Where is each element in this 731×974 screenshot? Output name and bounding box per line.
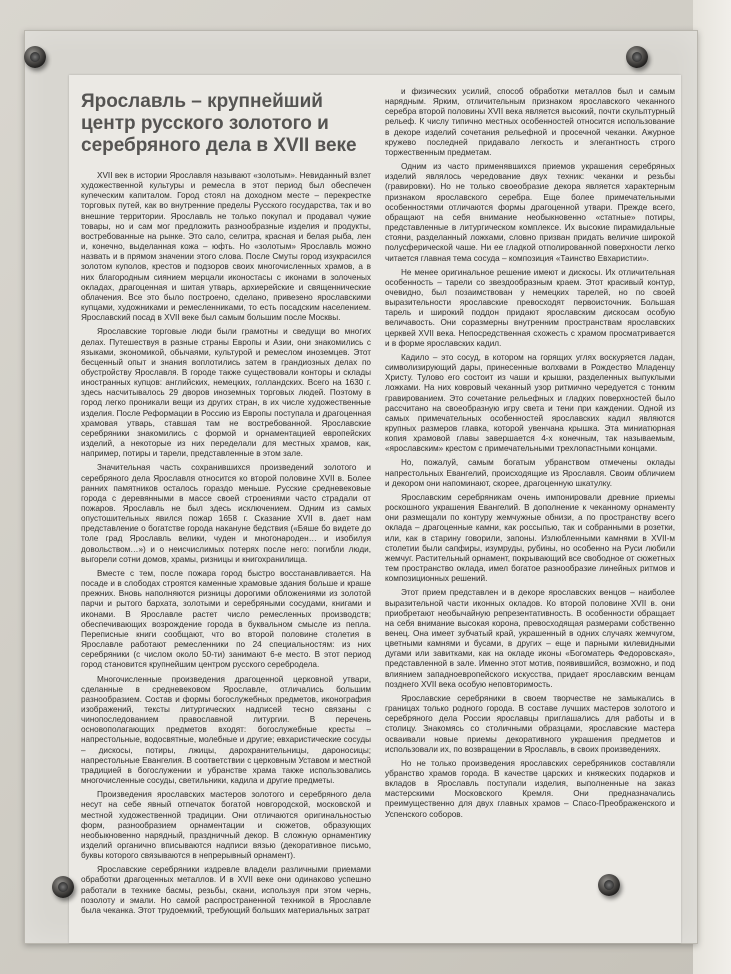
right-column [385,87,675,937]
right-paragraphs [385,87,675,820]
text-sheet [69,75,681,943]
paragraph: Кадило – это сосуд, в котором на горящих углях воскуряется ладан, символизирующий дары, принесенные волхвами в Рождество Младенцу Христу. Тулово его состоит из чаши и крышки, разделенных выпуклыми ложками. На них ковровый чеканный узор ритмично чередуется с тонким гравированием. Это сочетание рельефных и гладких поверхностей было рассчитано на своеобразную игру света и тени при каждении. Одной из самых примечательных особенностей ярославских кадил являются крупных размеров главка, которой увенчана крышка. Эта миниатюрная копия храмовой главы завершается 4-х конечным, так называемым, «ярославским» крестом с примечательными трехлопастными концами. [385,352,675,454]
screw-bottom-right [598,874,620,896]
paragraph: Ярославские торговые люди были грамотны и сведущи во многих делах. Путешествуя в разные страны Европы и Азии, они знакомились с языками, экономикой, обычаями, культурой и ремеслом иноземцев. Этот бесценный опыт и знания воплотились затем в грандиозных делах по обустройству Ярославля. В городе также существовали конторы и склады иностранных купцов: английских, немецких, голландских. Всего на 1630 г. здесь насчитывалось 29 дворов иноземных торговых людей. Поэтому в город легко проникали вещи из других стран, в их числе художественные изделия. После Реформации в Россию из Европы поступала и драгоценная храмовая утварь, ставшая там не востребованной. Ярославские серебряники знакомились с формой и орнаментацией европейских изделий, а некоторые из них переделали для местных храмов, как, например, потиры и тарели, представленные в этом зале. [81,327,371,459]
paragraph: Многочисленные произведения драгоценной церковной утвари, сделанные в средневековом Ярославле, отличались большим разнообразием. Состав и формы богослужебных предметов, иконография изображений, тексты литургических надписей тесно связаны с чинопоследованием православной литургии. В перечень основополагающих предметов входят: богослужебные кресты – напрестольные, водосвятные, молебные и другие; евхаристические сосуды – дискосы, потиры, лжицы, дарохранительницы, дароносицы; напрестольные Евангелия. В соответствии с церковным Уставом и местной традицией в богослужении и убранстве храма также использовались многочисленные сосуды, светильники, кадила и другие предметы. [81,674,371,786]
left-column [81,87,371,937]
screw-top-left [24,46,46,68]
paragraph: Значительная часть сохранившихся произведений золотого и серебряного дела Ярославля относится ко второй половине XVII в. Более ранних памятников осталось гораздо меньше. Русские средневековые города с деревянными в массе своей строениями часто страдали от пожаров. Ярославль не был здесь исключением. Одним из самых опустошительных явился пожар 1658 г. Сказание XVII в. дает нам представление о богатстве города накануне бедствия («Бяше бо видете до толе град Ярославль велики, чуден и многонароден… и изобилуя довольством…») и о неисчислимых потерях после него: погибли люди, выгорели сотни домов, храмы, ризницы и книгохранилища. [81,463,371,564]
paragraph: Ярославские серебряники в своем творчестве не замыкались в границах только родного города. В составе лучших мастеров золотого и серебряного дела России ярославцы приглашались для работы и в столицу. Знакомясь со столичными образцами, ярославские мастера осваивали новые приемы декоративного украшения предметов и использовали их, по возвращении в Ярославль, в своих произведениях. [385,693,675,754]
wall-edge [693,0,731,974]
display-panel [24,30,698,944]
paragraph: Ярославские серебряники издревле владели различными приемами обработки драгоценных металлов. И в XVII веке они одинаково успешно работали в технике басмы, резьбы, скани, используя при этом чернь, позолоту и эмали. Но самой распространенной техникой в Ярославле была чеканка. Этот трудоемкий, требующий больших материальных затрат [81,865,371,915]
paragraph: Вместе с тем, после пожара город быстро восстанавливается. На посаде и в слободах строятся каменные храмовые здания больше и краше прежних. Вновь наполняются ризницы дорогими обложениями из золотой парчи и рытого бархата, золотыми и серебряными сосудами, книгами и иконами. В Ярославле растет число ремесленных производств; обеспечивающих возрождение города в буквальном смысле из пепла. Переписные книги сообщают, что во второй половине столетия в Ярославле работают ремесленники по 24 специальностям: из них серебряники (с числом около 50-ти) занимают 6-е место. В этот период город становится крупнейшим центром русского серебродела. [81,568,371,670]
paragraph: XVII век в истории Ярославля называют «золотым». Невиданный взлет художественной культуры и ремесла в этот период был обеспечен купеческим капиталом. Город стоял на доходном месте – перекрестке торговых путей, как во внутренние пределы Русского государства, так и во внешние территории. Ярославль не только покупал и продавал чужие товары, но и сам мог предложить разнообразные изделия и продукты, востребованные на рынке. Это сало, селитра, красная и белая рыба, лен и, конечно, выделанная кожа – юфть. Но «золотым» Ярославль можно назвать и в прямом значении этого слова. После Смуты город изукрасился золотом куполов, крестов и подзоров своих многочисленных храмов, а в них благородным сиянием мерцали иконостасы с иконами в золоченых окладах, драгоценная и шитая утварь, архиерейские и священнические облачения. Все это было построено, сделано, привезено ярославскими купцами, художниками и ремесленниками, то есть посадским населением. Ярославский посад в XVII веке был самым большим после Москвы. [81,171,371,323]
paragraph: Но, пожалуй, самым богатым убранством отмечены оклады напрестольных Евангелий, происходящие из Ярославля. Своим обличием и декором они напоминают, скорее, драгоценную шкатулку. [385,458,675,488]
paragraph: Не менее оригинальное решение имеют и дискосы. Их отличительная особенность – тарели со звездообразным краем. Этот красивый контур, очевидно, был позаимствован у немецких тарелей, но по своей выразительности ярославские превосходят первоисточник. Большая тарель и широкий поддон придают ярославским дискосам особую величавость. Они соразмерны внутренним пространствам ярославских церквей XVII века. Непосредственная схожесть с храмом просматривается и в форме ярославских кадил. [385,267,675,348]
paragraph: Этот прием представлен и в декоре ярославских венцов – наиболее выразительной части иконных окладов. Ко второй половине XVII в. они приобретают необычайную репрезентативность. В особенности обращает на себя внимание высокая корона, превосходящая размерами собственно венец. Она имеет зубчатый край, украшенный в одних случаях жемчугом, цветными камнями и бусами, в других – еще и парными килевидными дугами или завитками, как на окладе иконы «Богоматерь Федоровская», представленной в зале. Именно этот мотив, появившийся, возможно, и под влиянием западноевропейского искусства, придает ярославским венцам позднего XVII века особую неповторимость. [385,588,675,689]
paragraph: Произведения ярославских мастеров золотого и серебряного дела несут на себе явный отпечаток богатой новгородской, московской и местной художественной традиции. Они отличаются оригинальностью форм, разнообразием орнаментации и сюжетов, образующих необыкновенно нарядный, праздничный декор. В сложную орнаментику изделий органично вписываются надписи вязью (декоративное письмо, буквы которого связываются в непрерывный орнамент). [81,790,371,861]
paragraph: и физических усилий, способ обработки металлов был и самым нарядным. Ярким, отличительным признаком ярославского чеканного серебра второй половины XVII века является высокий, почти скульптурный рельеф. К числу типично местных особенностей относится использование в декоре изделий сочетания рельефной и просечной чеканки. Ажурное кружево последней придавало легкость и элегантность строго торжественным предметам. [385,87,675,157]
screw-top-right [626,46,648,68]
paragraph: Ярославским серебряникам очень импонировали древние приемы роскошного украшения Евангелий. В дополнение к чеканному орнаменту они размещали по контуру жемчужные обнизи, а по пространству всего оклада – драгоценные камни, как россыпью, так и собранными в розетки, или, как в старину говорили, запоны. Излюбленными камнями в XVII-м столетии были сапфиры, изумруды, рубины, но особенно на Руси любили жемчуг. Растительный орнамент, покрывающий все свободное от сюжетных тем пространство оклада, имел богатое разнообразие линейных ритмов и композиционных решений. [385,492,675,584]
paragraph: Одним из часто применявшихся приемов украшения серебряных изделий являлось чередование двух техник: чеканки и резьбы (гравировки). Но не только своеобразие декора является характерным признаком ярославского серебра. Еще более примечательными особенностями отличаются формы драгоценной утвари. Прежде всего, обращают на себя внимание необыкновенно «статные» потиры, представленные в литургическом комплексе. Их высокие пирамидальные стояни, разделанный ложками, словно призван придать величие широкой полусферической чаше. Ни ее гладкой отполированной поверхности легко читается главная тема сосуда – композиция «Таинство Евхаристии». [385,162,675,263]
page-title: Ярославль – крупнейший центр русского золотого и серебряного дела в XVII веке [81,91,357,156]
screw-bottom-left [52,876,74,898]
left-paragraphs [81,171,371,916]
paragraph: Но не только произведения ярославских серебряников составляли убранство храмов города. В качестве царских и княжеских подарков и вкладов в Ярославль поступали изделия, выполненные на заказ мастерскими Московского Кремля. Они предназначались преимущественно для двух главных храмов – Спасо-Преображенского и Успенского соборов. [385,758,675,819]
